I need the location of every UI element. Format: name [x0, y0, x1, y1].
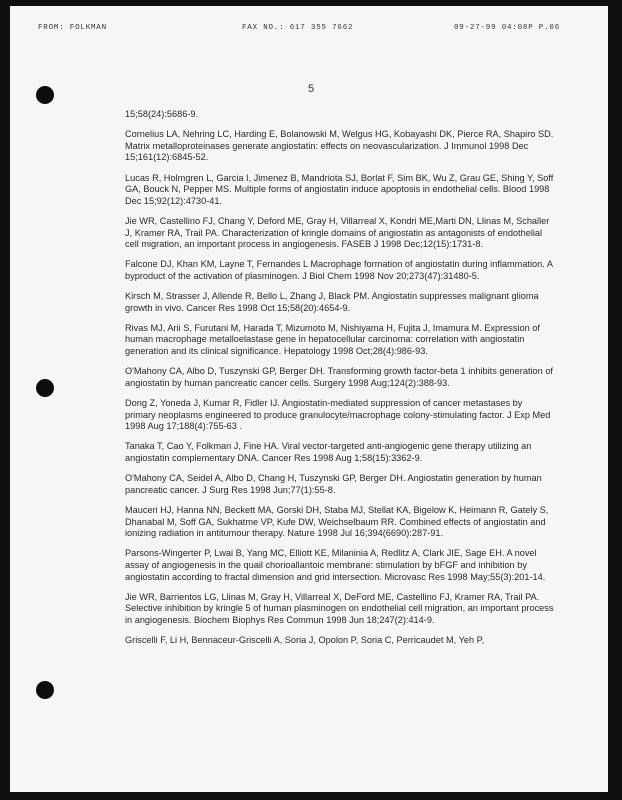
- fax-from: FROM: FOLKMAN: [38, 24, 107, 32]
- reference-item: Jie WR, Barrientos LG, Llinas M, Gray H, Villarreal X, DeFord ME, Castellino FJ, Kramer RA, Trail PA. Selective inhibition by kringle 5 of human plasminogen on endothelial cell migration, an important process in angiogenesis. Biochem Biophys Res Commun 1998 Jun 18;247(2):414-9.: [125, 591, 554, 625]
- reference-item: Mauceri HJ, Hanna NN, Beckett MA, Gorski DH, Staba MJ, Stellat KA, Bigelow K, Heimann R, Gately S, Dhanabal M, Soff GA, Sukhatme VP, Kufe DW, Weichselbaum RR. Combined effects of angiostatin and ionizing radiation in antitumour therapy. Nature 1998 Jul 16;394(6690):287-91.: [125, 504, 549, 539]
- reference-item: Dong Z, Yoneda J, Kumar R, Fidler IJ. Angiostatin-mediated suppression of cancer metastases by primary neoplasms engineered to produce granulocyte/macrophage colony-stimulating factor. J Exp Med 1998 Aug 17;188(4):755-63 .: [125, 398, 551, 432]
- reference-list: [125, 109, 555, 655]
- punch-hole-top: [36, 86, 54, 104]
- reference-item: Griscelli F, Li H, Bennaceur-Griscelli A, Soria J, Opolon P, Soria C, Perricaudet M, Yeh P,: [125, 635, 485, 646]
- reference-item: Rivas MJ, Arii S, Furutani M, Harada T, Mizumoto M, Nishiyama H, Fujita J, Imamura M. Expression of human macrophage metalloelastase gene in hepatocellular carcinoma: correlation with angiostatin generation and its clinical significance. Hepatology 1998 Oct;28(4):986-93.: [125, 322, 540, 357]
- punch-hole-middle: [36, 379, 54, 397]
- document-page: [10, 6, 608, 792]
- fax-datetime: 09-27-99 04:08P P.06: [454, 24, 561, 32]
- reference-item: Falcone DJ, Khan KM, Layne T, Fernandes L Macrophage formation of angiostatin during inflammation. A byproduct of the activation of plasminogen. J Biol Chem 1998 Nov 20;273(47):31480-5.: [125, 259, 553, 281]
- reference-item: Tanaka T, Cao Y, Folkman J, Fine HA. Viral vector-targeted anti-angiogenic gene therapy utilizing an angiostatin complementary DNA. Cancer Res 1998 Aug 1;58(15):3362-9.: [125, 441, 532, 463]
- reference-item: Cornelius LA, Nehring LC, Harding E, Bolanowski M, Welgus HG, Kobayashi DK, Pierce RA, Shapiro SD. Matrix metalloproteinases generate angiostatin: effects on neovascularization. J Immunol 1998 Dec 15;161(12):6845-52.: [125, 129, 554, 163]
- fax-number: FAX NO.: 617 355 7662: [242, 24, 354, 32]
- page-number: 5: [308, 83, 315, 95]
- reference-item: O'Mahony CA, Seidel A, Albo D, Chang H, Tuszynski GP, Berger DH. Angiostatin generation by human pancreatic cancer. J Surg Res 1998 Jun;77(1):55-8.: [125, 473, 542, 495]
- reference-item: Kirsch M, Strasser J, Allende R, Bello L, Zhang J, Black PM. Angiostatin suppresses malignant glioma growth in vivo. Cancer Res 1998 Oct 15;58(20):4654-9.: [125, 291, 539, 313]
- reference-item: O'Mahony CA, Albo D, Tuszynski GP, Berger DH. Transforming growth factor-beta 1 inhibits generation of angiostatin by human pancreatic cancer cells. Surgery 1998 Aug;124(2):388-93.: [125, 366, 553, 388]
- punch-hole-bottom: [36, 681, 54, 699]
- reference-item: Lucas R, Holmgren L, Garcia I, Jimenez B, Mandriota SJ, Borlat F, Sim BK, Wu Z, Grau GE, Shing Y, Soff GA, Bouck N, Pepper MS. Multiple forms of angiostatin induce apoptosis in endothelial cells. Blood 1998 Dec 15;92(12):4730-41.: [125, 172, 554, 206]
- reference-item: Parsons-Wingerter P, Lwai B, Yang MC, Elliott KE, Milaninia A, Redlitz A, Clark JIE, Sage EH. A novel assay of angiogenesis in the quail chorioallantoic membrane: stimulation by bFGF and inhibition by angiostatin according to fractal dimension and grid intersection. Microvasc Res 1998 May;55(3):201-14.: [125, 548, 546, 582]
- reference-item: Jie WR, Castellino FJ, Chang Y, Deford ME, Gray H, Villarreal X, Kondri ME,Marti DN, Llinas M, Schaller J, Kramer RA, Trail PA. Characterization of kringle domains of angiostatin as antagonists of endothelial cell migration, an important process in angiogenesis. FASEB J 1998 Dec;12(15):1731-8.: [125, 215, 550, 250]
- reference-item: 15;58(24):5686-9.: [125, 109, 199, 119]
